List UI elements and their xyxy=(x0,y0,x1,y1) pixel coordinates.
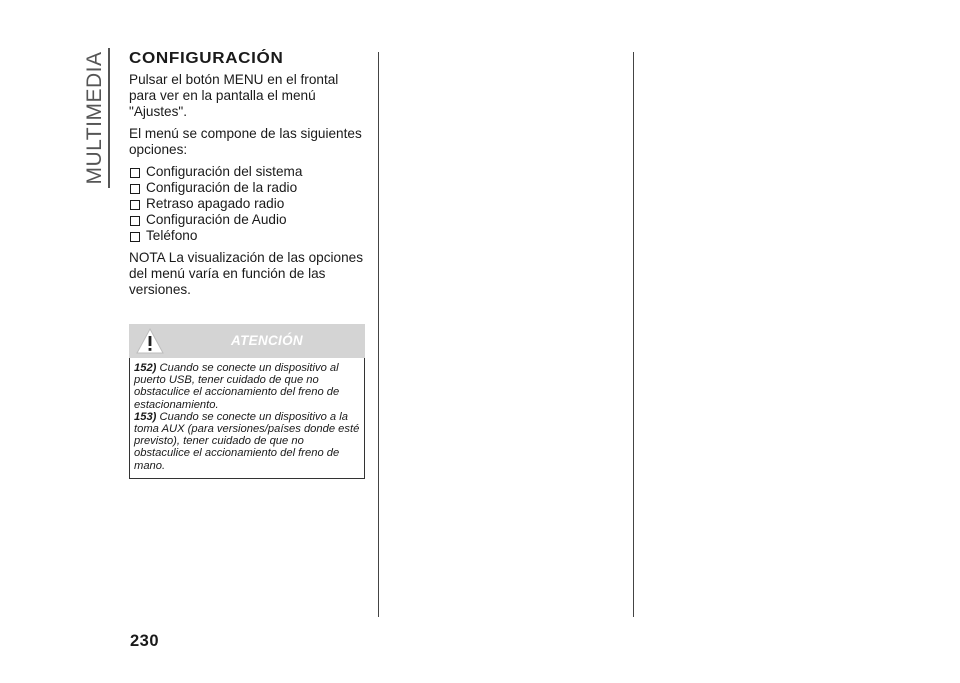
checkbox-bullet-icon xyxy=(130,200,140,210)
section-tab-rule xyxy=(108,48,110,188)
warning-note-153 xyxy=(134,411,360,472)
intro-paragraph: Pulsar el botón MENU en el frontal para ver en la pantalla el menú "Ajustes". xyxy=(129,72,339,119)
list-item xyxy=(129,228,365,244)
section-tab xyxy=(80,48,110,188)
checkbox-bullet-icon xyxy=(130,232,140,242)
column-divider-2 xyxy=(633,52,634,617)
list-item-label: Configuración de la radio xyxy=(146,180,298,195)
checkbox-bullet-icon xyxy=(130,184,140,194)
content-column xyxy=(129,50,365,479)
checkbox-bullet-icon xyxy=(130,216,140,226)
warning-title: ATENCIÓN xyxy=(231,333,303,348)
list-item xyxy=(129,196,365,212)
list-item-label: Configuración del sistema xyxy=(146,164,303,179)
note-number: 152) xyxy=(134,362,157,374)
menu-options-list xyxy=(129,164,365,244)
options-paragraph: El menú se compone de las siguientes opciones: xyxy=(129,126,362,157)
section-heading: CONFIGURACIÓN xyxy=(129,50,284,67)
list-item-label: Teléfono xyxy=(146,228,198,243)
section-tab-label: MULTIMEDIA xyxy=(83,51,106,185)
warning-body xyxy=(129,358,365,479)
list-item-label: Configuración de Audio xyxy=(146,212,287,227)
warning-header xyxy=(129,324,365,358)
warning-note-152 xyxy=(134,362,360,411)
checkbox-bullet-icon xyxy=(130,168,140,178)
note-number: 153) xyxy=(134,410,157,423)
note-text: Cuando se conecte un dispositivo a la toma AUX (para versiones/países donde esté previsto), tener cuidado de que no obstaculice el accionamiento del freno de mano. xyxy=(134,410,360,472)
list-item xyxy=(129,164,365,180)
list-item xyxy=(129,212,365,228)
column-divider-1 xyxy=(378,52,379,617)
list-item xyxy=(129,180,365,196)
versions-note: NOTA La visualización de las opciones del menú varía en función de las versiones. xyxy=(129,250,363,297)
list-item-label: Retraso apagado radio xyxy=(146,196,285,211)
note-text: Cuando se conecte un dispositivo al puerto USB, tener cuidado de que no obstaculice el accionamiento del freno de estacionamiento. xyxy=(134,362,340,411)
page-number: 230 xyxy=(130,632,160,650)
